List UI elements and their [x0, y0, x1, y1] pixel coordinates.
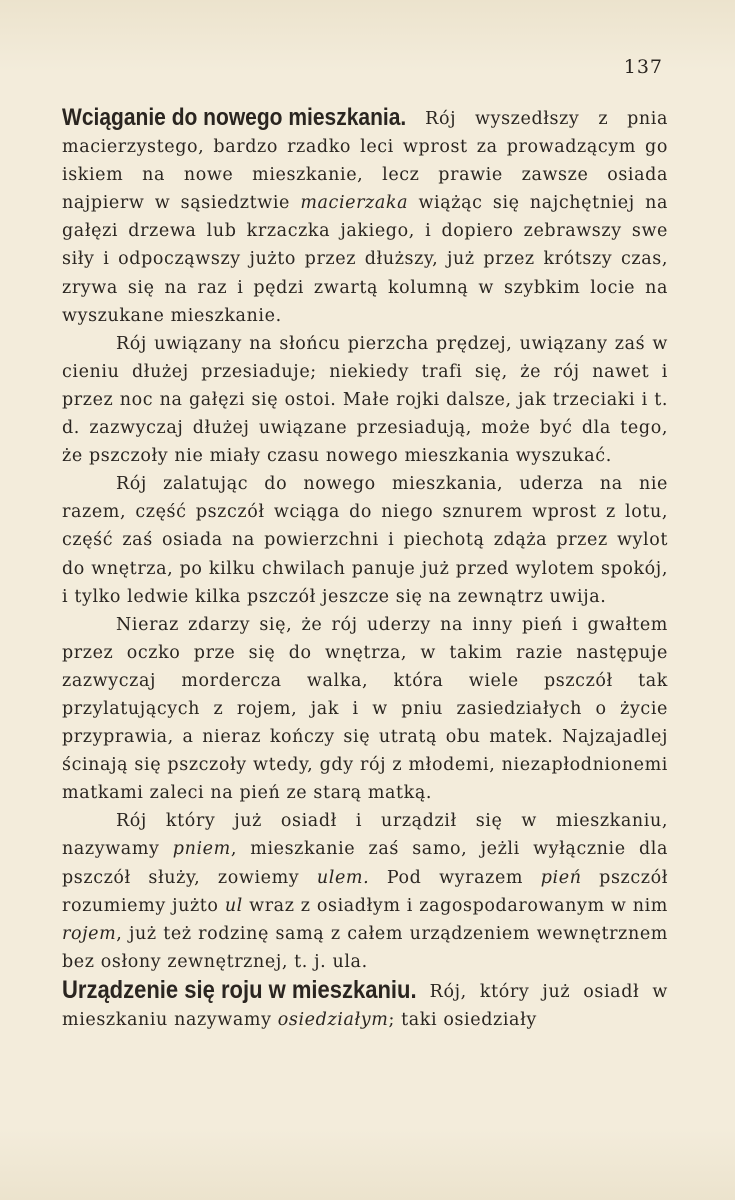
text-run: wraz z osiadłym i zagospodarowanym w nim — [242, 895, 668, 916]
section-heading-1: Wciąganie do nowego mieszkania. — [62, 104, 407, 131]
text-run: Rój wyszedłszy z pnia macierzystego, bardzo rzadko leci wprost za prowadzącym go iskiem na nowe mieszkanie, lecz prawie zawsze osiada najpierw w sąsiedztwie — [62, 109, 668, 214]
text-run: pszczół rozumiemy jużto — [62, 867, 668, 916]
paragraph-4: Nieraz zdarzy się, że rój uderzy na inny pień i gwałtem przez oczko prze się do wnętrza, w takim razie następuje zazwyczaj mordercza walka, która wiele pszczół tak przylatujących z rojem, jak i w pniu zasiedziałych o życie przyprawia, a nieraz kończy się utratą obu matek. Najzajadlej ścinają się pszczoły wtedy, gdy rój z młodemi, niezapłodnionemi matkami zaleci na pień ze starą matką. — [62, 614, 668, 804]
section-heading-2: Urządzenie się roju w mieszkaniu. — [62, 974, 417, 1004]
paragraph-2: Rój uwiązany na słońcu pierzcha prędzej, uwiązany zaś w cieniu dłużej przesiaduje; niekiedy trafi się, że rój nawet i przez noc na gałęzi się ostoi. Małe rojki dalsze, jak trzeciaki i t. d. zazwyczaj dłużej uwiązane przesiadują, może być dla tego, że pszczoły nie miały czasu nowego mieszkania wyszukać. — [62, 333, 668, 467]
italic-term: pniem — [172, 839, 231, 860]
text-run: , mieszkanie zaś samo, jeżli wyłącznie dla pszczół służy, zowiemy — [62, 839, 668, 888]
italic-term: ulem. — [316, 867, 370, 888]
paragraph-6 — [62, 976, 668, 1034]
page-number: 137 — [623, 56, 663, 78]
italic-term: macierzaka — [300, 193, 409, 214]
text-run: , już też rodzinę samą z całem urządzeniem wewnętrznem bez osłony zewnętrznej, t. j. ula. — [62, 923, 668, 972]
text-run: Pod wyrazem — [369, 867, 541, 888]
italic-term: ul — [224, 895, 243, 916]
text-run: Rój, który już osiadł w mieszkaniu nazywamy — [62, 981, 668, 1030]
italic-term: rojem — [62, 923, 117, 944]
text-run: Rój który już osiadł i urządził się w mieszkaniu, nazywamy — [62, 811, 668, 860]
text-run: wiążąc się najchętniej na gałęzi drzewa lub krzaczka jakiego, i dopiero zebrawszy swe siły i odpocząwszy jużto przez dłuższy, już przez krótszy czas, zrywa się na raz i pędzi zwartą kolumną w szybkim locie na wyszukane mieszkanie. — [62, 193, 668, 326]
body-text — [62, 104, 668, 1034]
paragraph-1 — [62, 104, 668, 330]
paragraph-3: Rój zalatując do nowego mieszkania, uderza na nie razem, część pszczół wciąga do niego sznurem wprost z lotu, część zaś osiada na powierzchni i piechotą zdąża przez wylot do wnętrza, po kilku chwilach panuje już przed wylotem spokój, i tylko ledwie kilka pszczół jeszcze się na zewnątrz uwija. — [62, 474, 668, 607]
italic-term: pień — [540, 867, 582, 888]
paragraph-5 — [62, 807, 668, 976]
text-run: ; taki osiedziały — [388, 1010, 537, 1030]
italic-term: osiedziałym — [277, 1010, 389, 1030]
